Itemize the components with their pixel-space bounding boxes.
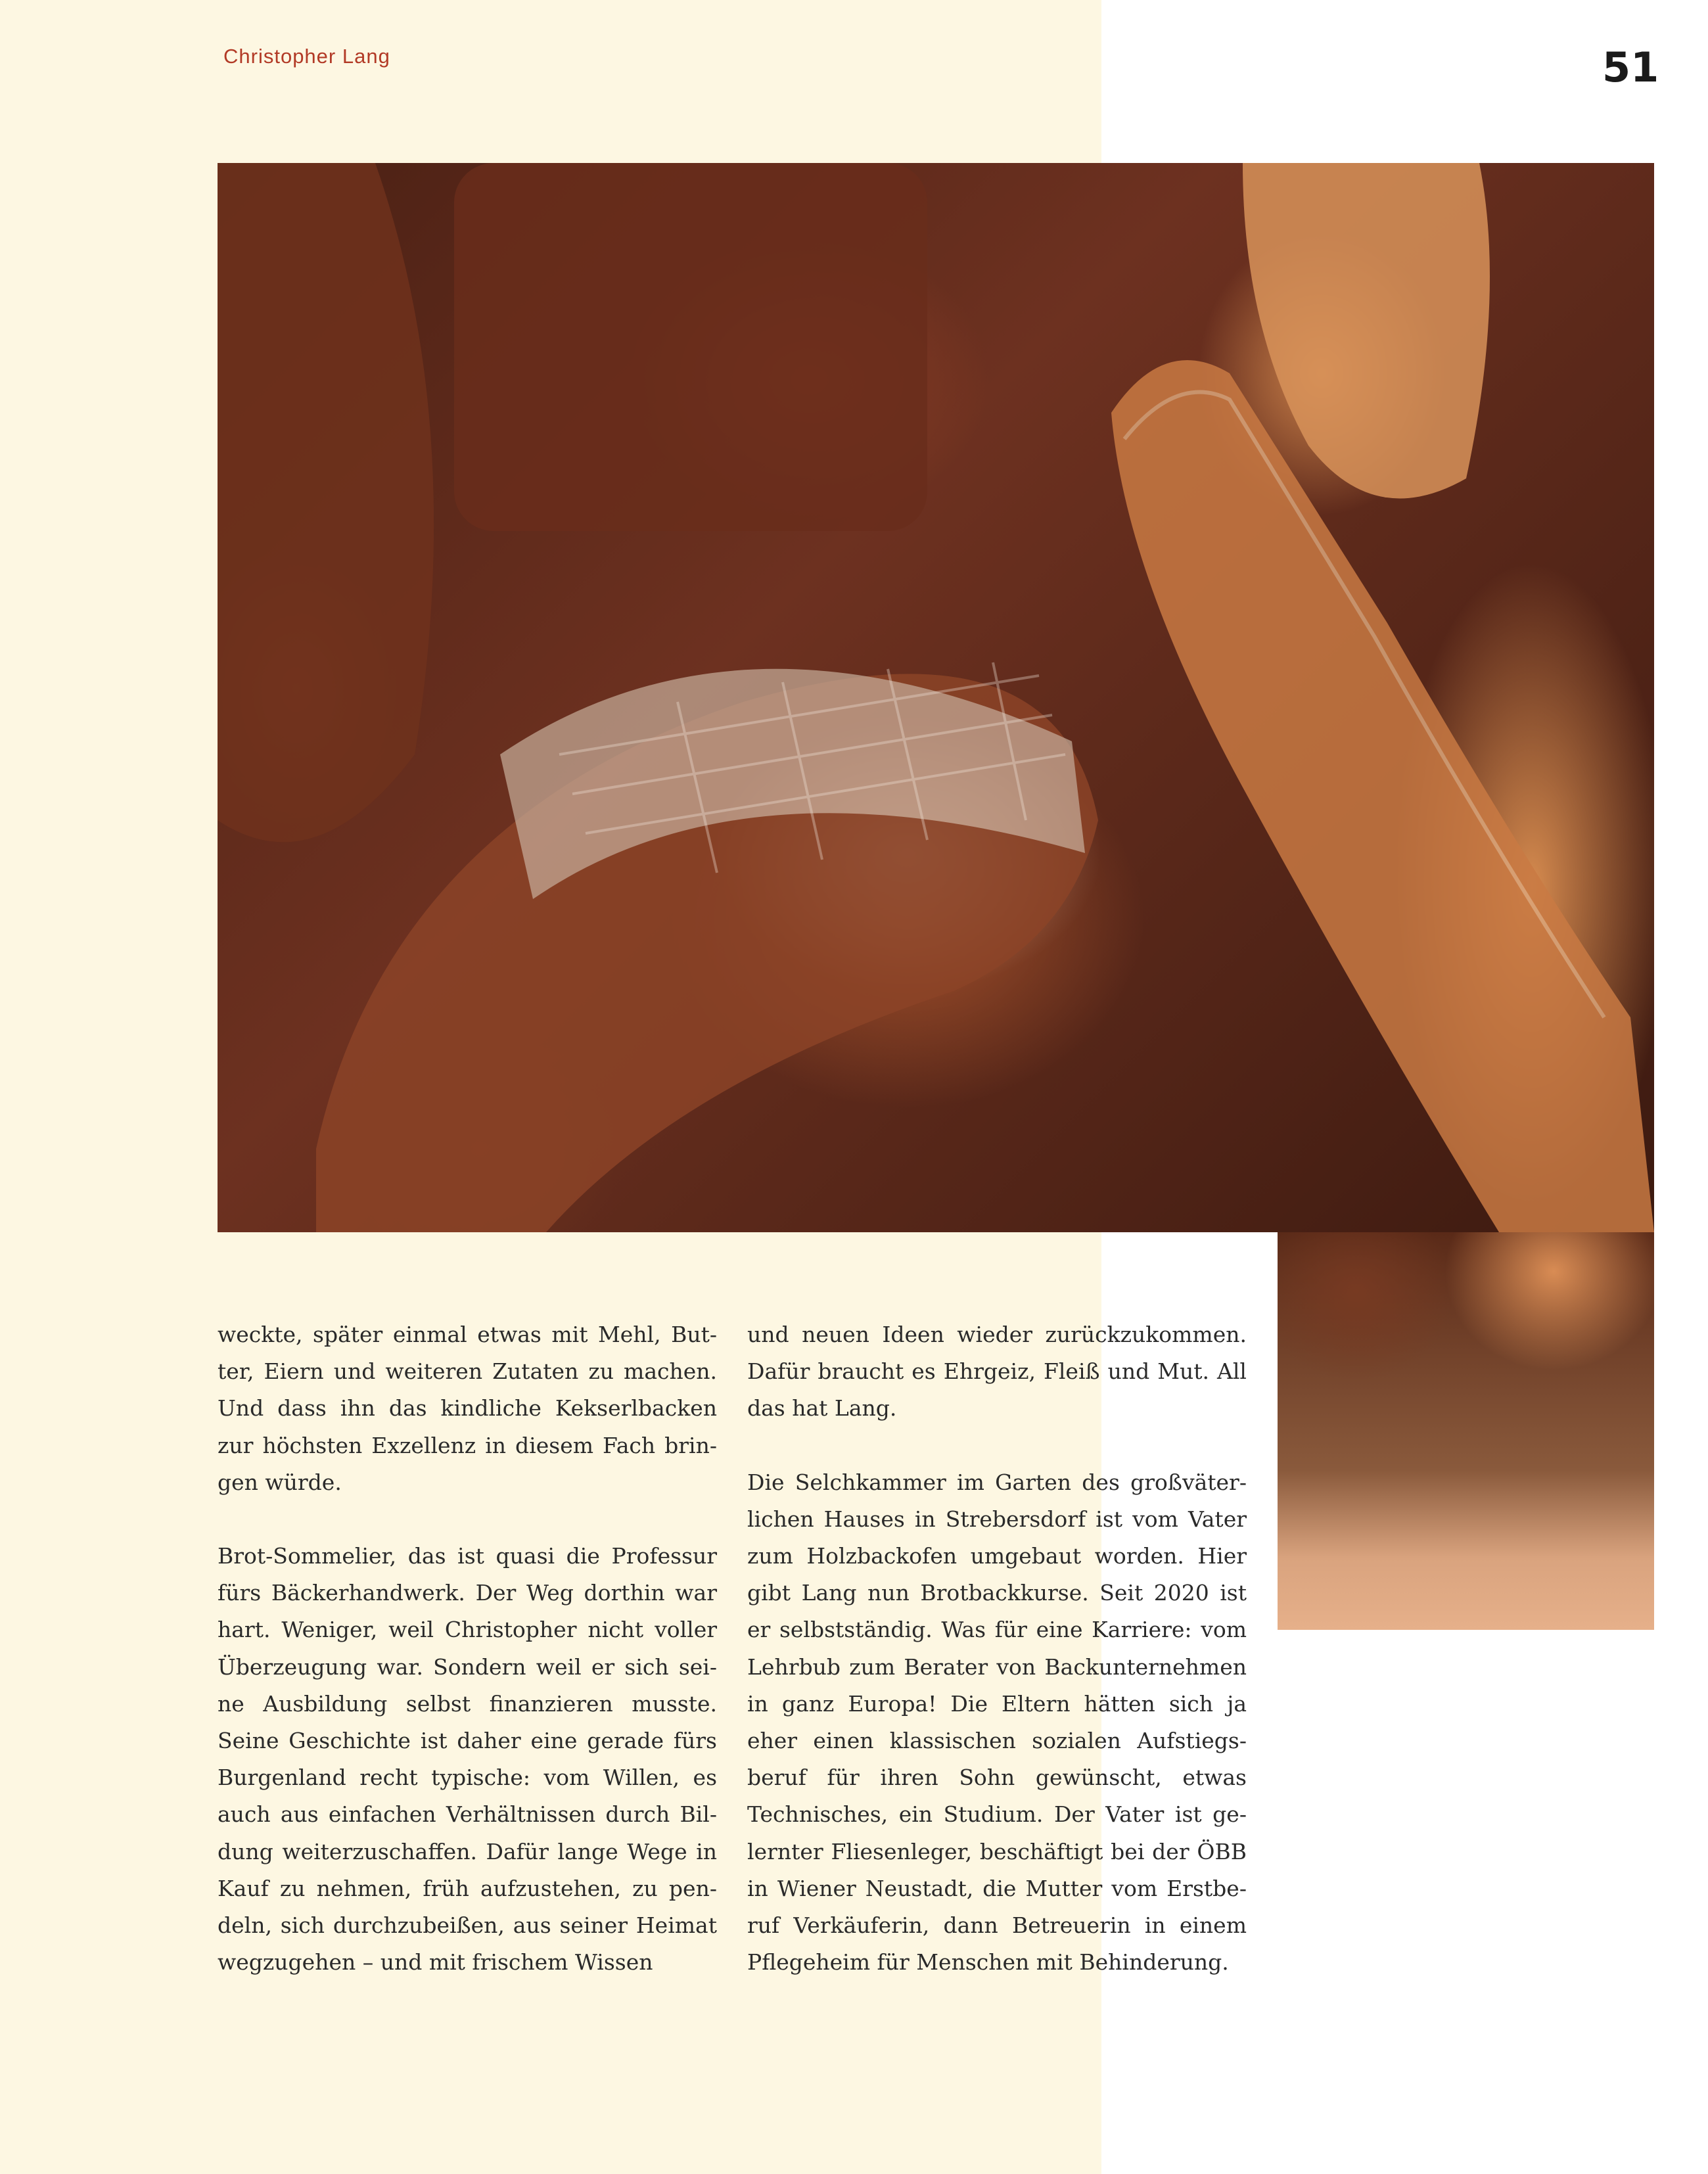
running-head: Christopher Lang — [223, 45, 390, 68]
bread-photo-extension — [1278, 1232, 1654, 1630]
paragraph: Brot-Sommelier, das ist quasi die Professur fürs Bäckerhandwerk. Der Weg dorthin war hart. Weniger, weil Christopher nicht voller Überzeugung war. Sondern weil er sich seine Ausbildung selbst finanzieren musste. Seine Geschichte ist daher eine gerade fürs Burgenland recht typische: vom Willen, es auch aus einfachen Verhältnissen durch Bildung weiterzuschaffen. Dafür lange Wege in Kauf zu nehmen, früh aufzustehen, zu pendeln, sich durchzubeißen, aus seiner Heimat wegzugehen – und mit frischem Wissen — [218, 1543, 717, 1976]
page-number: 51 — [1602, 43, 1659, 91]
bread-photo-icon — [218, 163, 1654, 1232]
paragraph: weckte, später einmal etwas mit Mehl, Butter, Eiern und weiteren Zutaten zu machen. Und dass ihn das kindliche Kekserlbacken zur höchsten Exzellenz in diesem Fach bringen würde. — [218, 1322, 717, 1495]
article-column-1 — [218, 1316, 717, 2018]
paragraph: und neuen Ideen wieder zurückzukommen. Dafür braucht es Ehrgeiz, Fleiß und Mut. All das hat Lang. — [747, 1322, 1247, 1422]
bread-photo — [218, 163, 1654, 1232]
paragraph: Die Selchkammer im Garten des großväterlichen Hauses in Strebersdorf ist vom Vater zum Holzbackofen umgebaut worden. Hier gibt Lang nun Brotbackkurse. Seit 2020 ist er selbstständig. Was für eine Karriere: vom Lehrbub zum Berater von Backunternehmen in ganz Europa! Die Eltern hätten sich ja eher einen klassischen sozialen Aufstiegsberuf für ihren Sohn gewünscht, etwas Technisches, ein Studium. Der Vater ist gelernter Fliesenleger, beschäftigt bei der ÖBB in Wiener Neustadt, die Mutter vom Erstberuf Verkäuferin, dann Betreuerin in einem Pflegeheim für Menschen mit Behinderung. — [747, 1469, 1247, 1976]
article-column-2 — [747, 1316, 1247, 2018]
